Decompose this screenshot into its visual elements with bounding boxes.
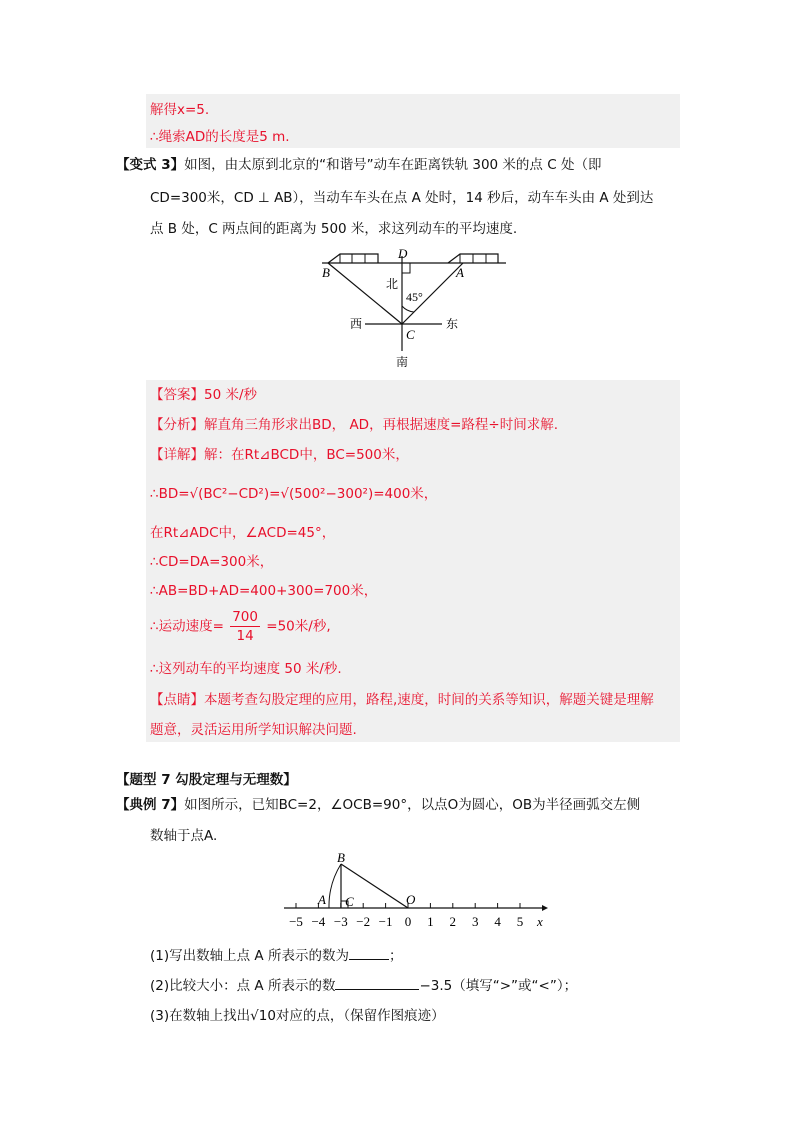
- tick-label: 2: [449, 914, 457, 929]
- tick-label: −5: [289, 914, 303, 929]
- q1-answer-blank[interactable]: [349, 959, 389, 960]
- fig2-label-A: A: [318, 892, 326, 907]
- label-angle-45: 45°: [406, 290, 423, 304]
- label-south: 南: [396, 355, 409, 369]
- question-1: [150, 946, 402, 966]
- example7-line1: [116, 795, 640, 815]
- variant3-line3: 点 B 处，C 两点间的距离为 500 米，求这列动车的平均速度.: [150, 221, 518, 237]
- step-speed: [150, 608, 331, 645]
- speed-prefix: ∴运动速度=: [150, 618, 224, 635]
- tick-label: −1: [378, 914, 393, 929]
- answer-line: 【答案】50 米/秒: [150, 387, 258, 403]
- label-C: C: [406, 327, 415, 342]
- example7-tag: 【典例 7】: [116, 797, 185, 813]
- speed-suffix: =50米/秒,: [266, 618, 331, 635]
- q2-answer-blank[interactable]: [335, 989, 419, 990]
- step-cd-da: ∴CD=DA=300米，: [150, 554, 274, 570]
- label-north: 北: [386, 277, 399, 291]
- label-B: B: [322, 265, 330, 280]
- number-line-figure: [280, 850, 550, 936]
- tick-label: 0: [404, 914, 412, 929]
- tick-label: −2: [356, 914, 371, 929]
- example7-text-1: 如图所示，已知BC=2，∠OCB=90°，以点O为圆心，OB为半径画弧交左侧: [184, 797, 641, 813]
- detail-line: 【详解】解：在Rt⊿BCD中，BC=500米，: [150, 447, 409, 463]
- step-ab: ∴AB=BD+AD=400+300=700米，: [150, 583, 378, 599]
- comment-line2: 题意，灵活运用所学知识解决问题.: [150, 722, 357, 738]
- question-2: [150, 976, 577, 996]
- fraction-denominator: 14: [236, 628, 254, 644]
- railway-figure: [310, 246, 520, 371]
- tick-label: 4: [494, 914, 501, 929]
- solve-x-line: 解得x=5.: [150, 102, 210, 118]
- analysis-line: 【分析】解直角三角形求出BD， AD，再根据速度=路程÷时间求解.: [150, 417, 558, 433]
- variant3-line1: [116, 155, 601, 175]
- tick-label: −3: [333, 914, 348, 929]
- fraction-numerator: 700: [232, 609, 258, 625]
- q1-text: (1)写出数轴上点 A 所表示的数为: [150, 948, 349, 964]
- type7-heading: 【题型 7 勾股定理与无理数】: [116, 772, 297, 788]
- label-D: D: [398, 246, 408, 261]
- speed-fraction: [230, 608, 260, 645]
- fig2-label-x: x: [537, 914, 543, 929]
- variant3-tag: 【变式 3】: [116, 157, 185, 173]
- tick-label: −4: [311, 914, 326, 929]
- example7-line2: 数轴于点A.: [150, 828, 218, 844]
- label-A: A: [456, 265, 464, 280]
- step-triangle-adc: 在Rt⊿ADC中，∠ACD=45°，: [150, 525, 336, 541]
- fig2-label-B: B: [337, 850, 345, 865]
- question-3: (3)在数轴上找出√10对应的点，（保留作图痕迹）: [150, 1008, 445, 1024]
- tick-label: 3: [471, 914, 479, 929]
- q2-end: −3.5（填写“>”或“<”）；: [419, 978, 578, 994]
- variant3-line2: CD=300米，CD ⊥ AB），当动车车头在点 A 处时，14 秒后，动车车头由 A 处到达: [150, 190, 654, 206]
- fig2-label-O: O: [406, 892, 416, 907]
- variant3-text-1: 如图，由太原到北京的“和谐号”动车在距离铁轨 300 米的点 C 处（即: [184, 157, 602, 173]
- comment-line1: 【点睛】本题考查勾股定理的应用，路程,速度，时间的关系等知识，解题关键是理解: [150, 692, 654, 708]
- tick-label: 1: [427, 914, 434, 929]
- rope-length-line: ∴绳索AD的长度是5 m.: [150, 129, 290, 145]
- tick-label: 5: [516, 914, 524, 929]
- step-bd: ∴BD=√(BC²−CD²)=√(500²−300²)=400米，: [150, 486, 438, 502]
- label-east: 东: [446, 317, 459, 331]
- fig2-label-C: C: [345, 894, 354, 909]
- q2-text: (2)比较大小：点 A 所表示的数: [150, 978, 336, 994]
- step-final: ∴这列动车的平均速度 50 米/秒.: [150, 661, 342, 677]
- label-west: 西: [350, 317, 363, 331]
- q1-end: ；: [388, 948, 403, 964]
